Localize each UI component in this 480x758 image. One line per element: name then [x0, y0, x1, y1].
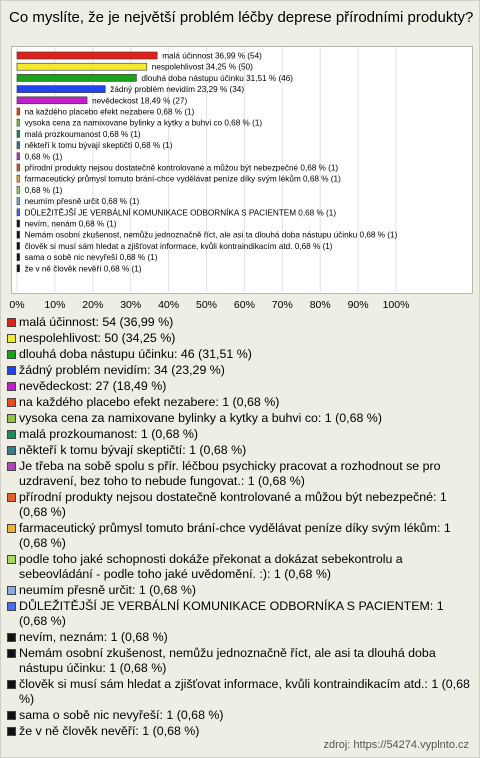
x-tick-label: 80%	[309, 299, 331, 311]
legend-item	[7, 677, 473, 707]
bar	[17, 231, 20, 238]
legend-item	[7, 552, 473, 582]
legend-item	[7, 646, 473, 676]
source-note: zdroj: https://54274.vyplnto.cz	[323, 739, 469, 751]
legend-swatch	[7, 711, 16, 720]
bar-chart	[1, 1, 480, 315]
legend-item	[7, 599, 473, 629]
x-tick-label: 10%	[44, 299, 66, 311]
x-tick-label: 90%	[347, 299, 369, 311]
legend-swatch	[7, 430, 16, 439]
legend-item	[7, 411, 473, 426]
bar-label: malá prozkoumanost 0,68 % (1)	[24, 129, 141, 139]
legend-item	[7, 459, 473, 489]
legend-item	[7, 395, 473, 410]
legend-label: nevím, neznám: 1 (0,68 %)	[19, 630, 168, 644]
legend-swatch	[7, 414, 16, 423]
legend-label: nespolehlivost: 50 (34,25 %)	[19, 331, 176, 345]
bar	[17, 97, 87, 104]
legend-item	[7, 583, 473, 598]
legend-label: Je třeba na sobě spolu s přír. léčbou psychicky pracovat a rozhodnout se pro uzdravení, bez toho to nebude fungovat.: 1 (0,68 %)	[19, 459, 441, 488]
bar	[17, 153, 20, 160]
legend-item	[7, 521, 473, 551]
bar-label: žádný problém nevidím 23,29 % (34)	[110, 85, 245, 95]
legend-label: malá účinnost: 54 (36,99 %)	[19, 315, 174, 329]
bar-label: Nemám osobní zkušenost, nemůžu jednoznačně říct, ale asi ta dlouhá doba nástupu účinku 0,68 % (1)	[24, 230, 398, 240]
bar	[17, 242, 20, 249]
legend-swatch	[7, 727, 16, 736]
legend-swatch	[7, 350, 16, 359]
legend-label: sama o sobě nic nevyřeší: 1 (0,68 %)	[19, 708, 224, 722]
legend-label: podle toho jaké schopnosti dokáže překonat a dokázat sebekontrolu a sebeovládání - podle toho jaké uvědomění. :): 1 (0,68 %)	[19, 552, 403, 581]
x-tick-label: 0%	[9, 299, 25, 311]
legend-swatch	[7, 334, 16, 343]
legend-item	[7, 331, 473, 346]
bar-label: sama o sobě nic nevyřeší 0,68 % (1)	[24, 253, 158, 263]
legend-item	[7, 379, 473, 394]
legend-label: že v ně člověk nevěří: 1 (0,68 %)	[19, 724, 200, 738]
x-tick-label: 100%	[382, 299, 410, 311]
bar	[17, 175, 20, 182]
legend-item	[7, 490, 473, 520]
bar-label: že v ně člověk nevěří 0,68 % (1)	[24, 264, 142, 274]
bar	[17, 198, 20, 205]
bar-label: někteří k tomu bývají skeptičtí 0,68 % (1)	[24, 141, 173, 151]
bar	[17, 209, 20, 216]
legend-label: Nemám osobní zkušenost, nemůžu jednoznačně říct, ale asi ta dlouhá doba nástupu účinku: 1 (0,68 %)	[19, 646, 436, 675]
bar	[17, 254, 20, 261]
bar	[17, 52, 157, 59]
x-tick-label: 50%	[195, 299, 218, 311]
legend-swatch	[7, 318, 16, 327]
legend-label: dlouhá doba nástupu účinku: 46 (31,51 %)	[19, 347, 252, 361]
x-tick-label: 40%	[158, 299, 180, 311]
legend-label: přírodní produkty nejsou dostatečně kontrolované a můžou být nebezpečné: 1 (0,68 %)	[19, 490, 447, 519]
bar	[17, 108, 20, 115]
bar	[17, 142, 20, 149]
legend-swatch	[7, 462, 16, 471]
bar-label: 0,68 % (1)	[24, 152, 63, 162]
legend-item	[7, 630, 473, 645]
bar	[17, 74, 136, 81]
bar-label: nespolehlivost 34,25 % (50)	[151, 62, 253, 72]
legend-swatch	[7, 680, 16, 689]
x-tick-label: 30%	[120, 299, 142, 311]
legend-swatch	[7, 446, 16, 455]
bar-label: farmaceutický průmysl tomuto brání-chce vydělávat peníze díky svým lékům 0,68 % (1)	[24, 174, 341, 184]
legend-swatch	[7, 649, 16, 658]
legend-swatch	[7, 382, 16, 391]
bar-label: nevědeckost 18,49 % (27)	[92, 96, 188, 106]
bar-label: DŮLEŽITĚJŠÍ JE VERBÁLNÍ KOMUNIKACE ODBORNÍKA S PACIENTEM 0,68 % (1)	[24, 208, 337, 218]
bar-label: vysoka cena za namixovane bylinky a kytky a buhvi co 0,68 % (1)	[24, 118, 263, 128]
legend-swatch	[7, 366, 16, 375]
legend-swatch	[7, 586, 16, 595]
legend-item	[7, 363, 473, 378]
bar	[17, 130, 20, 137]
bar	[17, 265, 20, 272]
bar-label: přírodní produkty nejsou dostatečně kontrolované a můžou být nebezpečné 0,68 % (1)	[24, 163, 339, 173]
legend-label: vysoka cena za namixovane bylinky a kytky a buhvi co: 1 (0,68 %)	[19, 411, 382, 425]
legend-swatch	[7, 602, 16, 611]
chart-title: Co myslíte, že je největší problém léčby deprese přírodními produkty?	[9, 9, 474, 26]
legend-swatch	[7, 493, 16, 502]
legend-swatch	[7, 633, 16, 642]
bar	[17, 220, 20, 227]
legend-label: na každého placebo efekt nezabere: 1 (0,68 %)	[19, 395, 280, 409]
bar	[17, 119, 20, 126]
legend-label: farmaceutický průmysl tomuto brání-chce vydělávat peníze díky svým lékům: 1 (0,68 %)	[19, 521, 451, 550]
bar-label: neumím přesně určit 0,68 % (1)	[24, 197, 140, 207]
bar-label: dlouhá doba nástupu účinku 31,51 % (46)	[141, 73, 294, 83]
x-tick-label: 70%	[271, 299, 293, 311]
bar	[17, 186, 20, 193]
legend-swatch	[7, 524, 16, 533]
legend-swatch	[7, 555, 16, 564]
x-tick-label: 60%	[233, 299, 255, 311]
bar	[17, 63, 147, 70]
legend-label: žádný problém nevidím: 34 (23,29 %)	[19, 363, 225, 377]
legend-label: nevědeckost: 27 (18,49 %)	[19, 379, 167, 393]
legend-item	[7, 724, 473, 739]
legend-swatch	[7, 398, 16, 407]
bar	[17, 164, 20, 171]
legend-label: člověk si musí sám hledat a zjišťovat informace, kvůli kontraindikacím atd.: 1 (0,68 %)	[19, 677, 470, 706]
legend-item	[7, 315, 473, 330]
bar-label: malá účinnost 36,99 % (54)	[162, 51, 262, 61]
bar-label: 0,68 % (1)	[24, 185, 63, 195]
legend-item	[7, 347, 473, 362]
legend-label: neumím přesně určit: 1 (0,68 %)	[19, 583, 196, 597]
bar-label: na každého placebo efekt nezabere 0,68 % (1)	[24, 107, 195, 117]
legend-item	[7, 427, 473, 442]
legend-item	[7, 443, 473, 458]
x-tick-label: 20%	[82, 299, 104, 311]
legend-item	[7, 708, 473, 723]
legend-label: malá prozkoumanost: 1 (0,68 %)	[19, 427, 199, 441]
bar-label: nevím, nenám 0,68 % (1)	[24, 219, 117, 229]
bar	[17, 86, 105, 93]
legend-label: někteří k tomu bývají skeptičtí: 1 (0,68 %)	[19, 443, 247, 457]
legend	[7, 315, 473, 740]
bar-label: člověk si musí sám hledat a zjišťovat informace, kvůli kontraindikacím atd. 0,68 % (1)	[24, 241, 333, 251]
legend-label: DŮLEŽITĚJŠÍ JE VERBÁLNÍ KOMUNIKACE ODBORNÍKA S PACIENTEM: 1 (0,68 %)	[19, 599, 444, 628]
